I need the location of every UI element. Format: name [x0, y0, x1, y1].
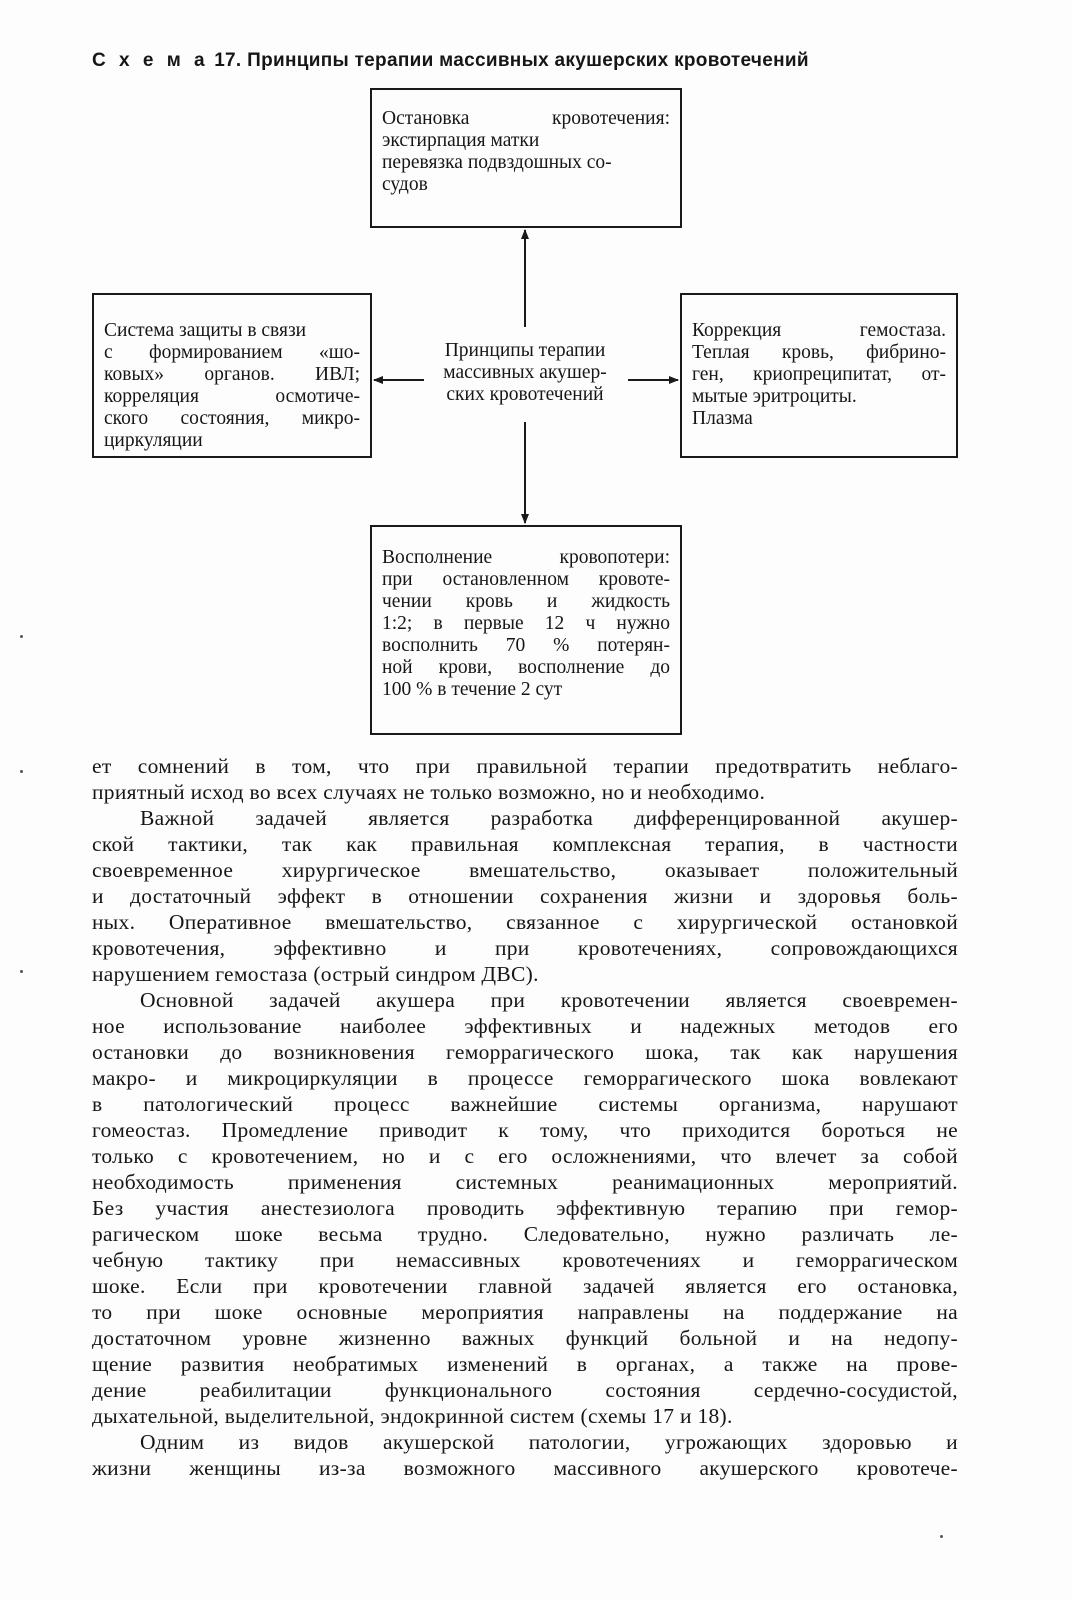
box-line: 100 % в течение 2 сут — [382, 679, 563, 700]
box-line: перевязка подвздошных со- — [382, 152, 612, 173]
diagram-box-hemostasis — [680, 293, 958, 458]
text-line: и достаточный эффект в отношении сохранения жизни и здоровья боль- — [92, 884, 958, 908]
text-line: шоке. Если при кровотечении главной задачей является его остановка, — [92, 1274, 958, 1298]
box-line: Восполнение кровопотери: — [382, 547, 670, 568]
box-line: с формированием «шо- — [104, 342, 360, 363]
text-line: приятный исход во всех случаях не только возможно, но и необходимо. — [92, 780, 766, 804]
box-line: ной крови, восполнение до — [382, 657, 670, 678]
caption-number: 17. — [214, 50, 242, 71]
text-line: дение реабилитации функционального состояния сердечно-сосудистой, — [92, 1378, 958, 1402]
center-line: ских кровотечений — [446, 384, 604, 405]
center-line: массивных акушер- — [443, 362, 607, 383]
text-line: необходимость применения системных реанимационных мероприятий. — [92, 1170, 958, 1194]
text-line: жизни женщины из-за возможного массивного акушерского кровотече- — [92, 1456, 958, 1480]
box-line: циркуляции — [104, 430, 203, 451]
box-line: ковых» органов. ИВЛ; — [104, 364, 360, 385]
box-line: экстирпация матки — [382, 130, 540, 151]
text-line: гомеостаз. Промедление приводит к тому, что приходится бороться не — [92, 1118, 958, 1142]
text-line: кровотечения, эффективно и при кровотечениях, сопровождающихся — [92, 936, 958, 960]
text-line: Без участия анестезиолога проводить эффективную терапию при гемор- — [92, 1196, 958, 1220]
box-line: судов — [382, 174, 428, 195]
box-line: ского состояния, микро- — [104, 408, 360, 429]
text-line: нарушением гемостаза (острый синдром ДВС). — [92, 962, 539, 986]
box-line: при остановленном кровоте- — [382, 569, 670, 590]
text-line: Основной задачей акушера при кровотечении является своевремен- — [140, 988, 958, 1012]
box-line: чении кровь и жидкость — [382, 591, 670, 612]
text-line: Одним из видов акушерской патологии, угрожающих здоровью и — [140, 1430, 958, 1454]
text-line: ных. Оперативное вмешательство, связанное с хирургической остановкой — [92, 910, 958, 934]
text-line: ет сомнений в том, что при правильной терапии предотвратить неблаго- — [92, 754, 958, 778]
box-line: восполнить 70 % потерян- — [382, 635, 670, 656]
text-line: только с кровотечением, но и с его осложнениями, что влечет за собой — [92, 1144, 958, 1168]
scan-speck — [940, 1535, 943, 1538]
body-text — [92, 753, 958, 1481]
text-line: ской тактики, так как правильная комплексная терапия, в частности — [92, 832, 958, 856]
box-line: 1:2; в первые 12 ч нужно — [382, 613, 670, 634]
box-line: корреляция осмотиче- — [104, 386, 360, 407]
box-line: ген, криопреципитат, от- — [692, 364, 946, 385]
text-line: достаточном уровне жизненно важных функций больной и на недопу- — [92, 1326, 958, 1350]
box-line: Теплая кровь, фибрино- — [692, 342, 946, 363]
text-line: Важной задачей является разработка дифференцированной акушер- — [140, 806, 958, 830]
text-line: чебную тактику при немассивных кровотечениях и геморрагическом — [92, 1248, 958, 1272]
caption-label: С х е м а — [92, 50, 209, 71]
center-line: Принципы терапии — [444, 340, 606, 361]
text-line: дыхательной, выделительной, эндокринной систем (схемы 17 и 18). — [92, 1404, 733, 1428]
diagram-box-stop-bleeding — [370, 88, 682, 228]
box-line: Коррекция гемостаза. — [692, 320, 946, 341]
box-line: Система защиты в связи — [104, 320, 307, 341]
text-line: ное использование наиболее эффективных и надежных методов его — [92, 1014, 958, 1038]
diagram-center-label — [410, 340, 640, 406]
scan-speck — [20, 970, 23, 973]
diagram-box-organ-protection — [92, 293, 372, 458]
box-line: мытые эритроциты. — [692, 386, 857, 407]
scan-speck — [20, 770, 23, 773]
text-line: своевременное хирургическое вмешательство, оказывает положительный — [92, 858, 958, 882]
text-line: щение развития необратимых изменений в органах, а также на прове- — [92, 1352, 958, 1376]
box-line: Остановка кровотечения: — [382, 108, 670, 129]
text-line: рагическом шоке весьма трудно. Следовательно, нужно различать ле- — [92, 1222, 958, 1246]
text-line: макро- и микроциркуляции в процессе геморрагического шока вовлекают — [92, 1066, 958, 1090]
diagram-box-blood-loss-replacement — [370, 525, 682, 735]
text-line: в патологический процесс важнейшие системы организма, нарушают — [92, 1092, 958, 1116]
box-line: Плазма — [692, 408, 753, 429]
scan-speck — [20, 635, 23, 638]
text-line: то при шоке основные мероприятия направлены на поддержание на — [92, 1300, 958, 1324]
caption-title: Принципы терапии массивных акушерских кровотечений — [247, 50, 809, 71]
text-line: остановки до возникновения геморрагического шока, так как нарушения — [92, 1040, 958, 1064]
